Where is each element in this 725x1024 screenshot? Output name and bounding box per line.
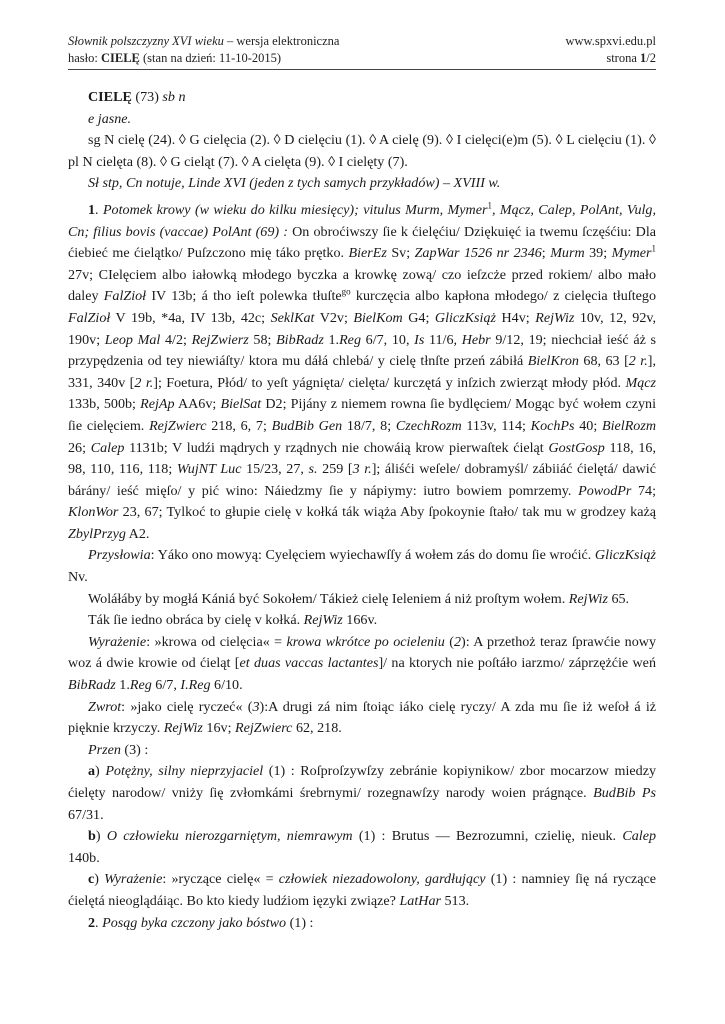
source-ref: 39; xyxy=(584,245,612,262)
source-siglum: RejWiz xyxy=(535,309,575,326)
source-siglum: GliczKsiąż xyxy=(594,547,656,564)
source-note: 3 r. xyxy=(352,461,372,478)
source-siglum: BielSat xyxy=(220,396,262,413)
proverb-text: Ták ſie iedno obráca by cielę v kołká. xyxy=(88,612,304,629)
expression-label: Wyrażenie xyxy=(104,871,163,888)
citation-text: kurczęcia albo kapłona młodego/ z cielęcia tłuſtego xyxy=(350,288,656,305)
header-divider xyxy=(68,69,656,70)
source-siglum: Calep xyxy=(90,439,125,456)
citation-text: 9/12, 19; niechciał ieść áż s przypędzenia od tey niewiáſty/ ktora mu dáłá chlebá/ y cielę tłnſte przeń zábiłá xyxy=(68,331,656,370)
source-siglum: KochPs xyxy=(530,417,575,434)
proverb-text: Woláłáby by mogłá Kániá być Sokołem/ Tákież cielę Ieleniem á niż proſtym wołem. xyxy=(88,590,569,607)
figurative-a: a) Potężny, silny nieprzyjaciel (1) : Roſproſzywſzy zebránie kopiynikow/ zbor mocarzow miedzy ćielęty narodow/ vniży ſię zvłomkámi śrebrnymi/ rozegnawſzy narody woien prágnące. BudBib Ps 67/31. xyxy=(68,763,657,823)
source-siglum: BibRadz xyxy=(68,677,116,694)
source-ref: Sv; xyxy=(386,245,415,262)
proverbs xyxy=(68,545,656,588)
source-ref: 513. xyxy=(440,892,470,909)
expression-gloss: krowa wkrótce po ocieleniu xyxy=(286,633,445,650)
expression xyxy=(68,632,656,697)
vowel-note-text: e jasne. xyxy=(88,110,132,127)
page-number-total: /2 xyxy=(646,51,656,65)
source-ref: 65. xyxy=(607,590,630,607)
entry-status xyxy=(68,50,281,67)
source-siglum: LatHar xyxy=(399,892,441,909)
page-number-current: 1 xyxy=(640,51,647,65)
subsense-letter: c xyxy=(88,871,95,888)
source-ref: G4; xyxy=(402,309,435,326)
source-ref: 6/10. xyxy=(210,677,243,694)
source-ref: 140b. xyxy=(68,849,100,866)
citation-text: ): A przethoż teraz ſprawćie nowy woz á dwie krowie od ćieląt [ xyxy=(68,633,656,672)
source-ref: 166v. xyxy=(342,612,378,629)
source-siglum: ZbylPrzyg xyxy=(68,525,126,542)
source-ref: ], 331, 340v [ xyxy=(68,353,656,391)
source-siglum: FalZioł xyxy=(68,309,111,326)
header-row-1 xyxy=(68,33,656,50)
citation-text: ]/ na ktorych nie poſtáło iarzmo/ záprzężćie weń xyxy=(378,655,656,672)
citation-text: ):A drugi zá nim ſtoiąc iáko cielę ryczy/ A zda mu ſie iż weſoł á iż pięknie krzyczy. xyxy=(68,698,657,737)
source-ref: 16v; xyxy=(202,720,236,737)
source-siglum: RejWiz xyxy=(163,720,203,737)
source-siglum: KlonWor xyxy=(68,504,119,521)
subsense-count: (1) : xyxy=(485,871,522,888)
dictionary-title xyxy=(68,33,339,50)
citation-text: On obroćiwszy ſie k ćielęćiu/ Dziękuięć ia twemu ſczęśćiu: Dla ćiebieć me ćielątko/ Puſzczono mię táko prętko. xyxy=(68,223,656,262)
source-ref: 6/7, xyxy=(151,677,181,694)
subsense-count: (1) : xyxy=(352,828,392,845)
source-siglum: Reg xyxy=(129,677,152,694)
citation-text: namniey ſię ná ryczące ćielętá nieoglądáiąc. Bo kto kiedy ludźiom ięzyki związe? xyxy=(68,871,657,909)
source-ref: 74; xyxy=(631,482,656,499)
citation-text: Roſproſzywſzy zebránie kopiynikow/ zbor mocarzow miedzy ćielęty narodow/ vniży ſię zvłomkámi śrebrnymi/ rozegnawſzy narody woien prágnące. xyxy=(68,763,657,801)
source-note: 2 r. xyxy=(628,353,648,370)
source-ref: ; xyxy=(541,245,551,262)
sense-1-latin: , Mącz, Calep, PolAnt, Vulg, Cn; filius bovis (vaccae) PolAnt (69) : xyxy=(68,201,656,240)
source-siglum: RejWiz xyxy=(303,612,343,629)
sense-2-definition: Posąg byka czczony jako bóstwo xyxy=(102,914,287,931)
source-siglum: BielKron xyxy=(527,353,579,370)
source-siglum: BibRadz xyxy=(276,331,324,348)
source-siglum: CzechRozm xyxy=(395,417,462,434)
headword-count: (73) xyxy=(135,89,163,105)
subsense-letter: b xyxy=(88,828,96,845)
latin-gloss: et duas vaccas lactantes xyxy=(239,655,379,672)
source-ref: 58; xyxy=(248,331,277,348)
citation-text: 27v; CIelęciem albo iałowką młodego byczka a krowkę zową/ czo ieſzcże przed rokiem/ albo mało daley xyxy=(68,266,656,305)
header-row-2 xyxy=(68,50,656,67)
source-siglum: Mymer xyxy=(611,245,652,262)
proverbs-label: Przysłowia xyxy=(88,547,151,564)
source-ref: 15/23, 27, xyxy=(241,461,309,478)
citation-text: 23, 67; Tylkoć to głupie cielę v kołká ták wiąża Aby ſpokoynie ſtało/ tak mu w grodzey każą xyxy=(118,504,656,521)
citation-text: Brutus — Bezrozumni, czielię, nieuk. xyxy=(391,828,623,845)
source-siglum: RejAp xyxy=(140,396,175,413)
sources-note xyxy=(68,173,656,195)
source-ref: 18/7, 8; xyxy=(342,417,396,434)
source-siglum: I.Reg xyxy=(180,677,211,694)
figurative-b: b) O człowieku nierozgarniętym, niemrawym (1) : Brutus — Bezrozumni, czielię, nieuk. Calep 140b. xyxy=(68,828,657,866)
page-number-prefix: strona xyxy=(606,51,641,65)
source-siglum: Murm xyxy=(550,245,585,262)
source-ref: 133b, 500b; xyxy=(68,396,141,413)
figurative-label: Przen xyxy=(88,741,121,758)
sources-note-text: Sł stp, Cn notuje, Linde XVI (jeden z tych samych przykładów) – XVIII w. xyxy=(88,175,501,192)
source-siglum: Hebr xyxy=(461,331,491,348)
superscript-abbrev: go xyxy=(341,286,351,297)
source-ref: 6/7, 10, xyxy=(361,331,415,348)
citation-text: IV 13b; á tho ieſt polewka tłuſte xyxy=(146,288,342,305)
source-ref: 11/6, xyxy=(424,331,462,348)
part-of-speech: sb n xyxy=(162,89,186,105)
dictionary-title-italic: Słownik polszczyzny XVI wieku xyxy=(68,34,224,48)
source-ref: 4/2; xyxy=(160,331,192,348)
subsense-definition: Potężny, silny nieprzyjaciel xyxy=(105,763,264,780)
subsense-count: (1) : xyxy=(263,763,301,780)
phrase-label: Zwrot xyxy=(88,698,122,715)
source-siglum: BudBib Gen xyxy=(271,417,343,434)
page-header xyxy=(68,33,656,67)
source-siglum: RejWiz xyxy=(568,590,608,607)
figurative xyxy=(68,740,656,762)
source-ref: V2v; xyxy=(314,309,354,326)
source-note: 2 r. xyxy=(134,374,154,391)
footnote-marker: 1 xyxy=(651,243,656,254)
dictionary-title-rest: – wersja elektroniczna xyxy=(223,34,340,48)
source-siglum: WujNT Luc xyxy=(176,461,242,478)
source-ref: 40; xyxy=(574,417,602,434)
source-ref: 259 [ xyxy=(317,461,353,478)
source-ref: H4v; xyxy=(496,309,536,326)
sense-1: 1. Potomek krowy (w wieku do kilku miesięcy); vitulus Murm, Mymer$^1$, Mącz, Calep, PolAnt, Vulg, Cn; filius bovis (vaccae) PolAnt (69) : On obroćiwszy ſie k ćielęćiu/ Dziękuięć ia twemu ſczęśćiu: Dla ćiebieć me ćielątko/ Puſzczono mię táko prętko. BierEz Sv; ZapWar 1526 nr 2346; Murm 39; Mymer$^1$ 27v; CIelęciem albo iałowką młodego byczka a krowkę zową/ czo ieſzcże przed rokiem/ albo mało daley FalZioł IV 13b; á tho ieſt polewka tłuſte$^{go}$ kurczęcia albo kapłona młodego/ z cielęcia tłuſtego FalZioł V 19b, *4a, IV 13b, 42c; SeklKat V2v; BielKom G4; GliczKsiąż H4v; RejWiz 10v, 12, 92v, 190v; Leop Mal 4/2; RejZwierz 58; BibRadz 1.Reg 6/7, 10, Is 11/6, Hebr 9/12, 19; niechciał ieść áż s przypędzenia od tey niewiáſty/ ktora mu dáłá chlebá/ y cielę tłnſte przeń zábiłá BielKron 68, 63 [2 r.], 331, 340v [2 r.]; Foetura, Płód/ to yeſt yágnięta/ cielęta/ kurczętá y inſzich zwierząt młody płód. Mącz 133b, 500b; RejAp AA6v; BielSat D2; Pijány z niemem rowna ſie bydlęciem/ Mogąc być wołem czyni ſie cielęciem. RejZwierc 218, 6, 7; BudBib Gen 18/7, 8; CzechRozm 113v, 114; KochPs 40; BielRozm 26; Calep 1131b; V ludźi mądrych y rządnych nie chowáią krow pierwaſtek ćieląt GostGosp 118, 16, 98, 110, 116, 118; WujNT Luc 15/23, 27, s. 259 [3 r.]; áliśći weſele/ dobramyśl/ zábiiáć ćielętá/ dawić bárány/ ieść mięſo/ y pić wino: Náiedzmy ſie y nápiymy: iutro bowiem pomrzemy. PowodPr 74; KlonWor 23, 67; Tylkoć to głupie cielę v kołká ták wiąża Aby ſpokoynie ſtało/ tak mu w grodzey każą ZbylPrzyg A2. xyxy=(68,200,657,542)
source-siglum: Calep xyxy=(622,828,657,845)
sense-2-count: (1) : xyxy=(286,914,314,931)
source-ref: 62, 218. xyxy=(292,720,342,737)
subsense-letter: a xyxy=(88,763,96,780)
figurative-count: (3) : xyxy=(120,741,149,758)
entry-status-prefix: hasło: xyxy=(68,51,101,65)
expression-count: 2 xyxy=(453,633,461,650)
entry-status-headword: CIELĘ xyxy=(100,51,140,65)
source-siglum: RejZwierc xyxy=(235,720,293,737)
source-ref: Nv. xyxy=(68,569,88,586)
source-siglum: RejZwierz xyxy=(191,331,249,348)
phrase-text: : »jako cielę ryczeć« ( xyxy=(121,698,253,715)
source-ref: 68, 63 [ xyxy=(578,353,629,370)
entry-body xyxy=(68,87,656,934)
expression-gloss: człowiek niezadowolony, gardłujący xyxy=(278,871,486,888)
source-siglum: GliczKsiąż xyxy=(434,309,496,326)
citation-text: 1131b; V ludźi mądrych y rządnych nie chowáią krow pierwaſtek ćieląt xyxy=(124,439,549,456)
sense-2-number: 2 xyxy=(88,914,96,931)
headword: CIELĘ xyxy=(88,89,132,105)
source-siglum: ZapWar 1526 nr 2346 xyxy=(414,245,542,262)
expression-label: Wyrażenie xyxy=(88,633,147,650)
expression-text: : »krowa od cielęcia« = xyxy=(146,633,287,650)
sense-1-number: 1 xyxy=(88,201,96,218)
page-number xyxy=(606,50,656,67)
source-ref: 118, 16, 98, 110, 116, 118; xyxy=(68,439,656,478)
source-ref: 67/31. xyxy=(68,806,104,823)
source-siglum: Leop Mal xyxy=(104,331,161,348)
source-siglum: BielRozm xyxy=(602,417,657,434)
website-url[interactable]: www.spxvi.edu.pl xyxy=(565,34,656,48)
declension: sg N cielę (24). ◊ G cielęcia (2). ◊ D cielęciu (1). ◊ A cielę (9). ◊ I cielęci(e)m (5). ◊ L cielęciu (1). ◊ pl N cielęta (8). ◊ G cieląt (7). ◊ A cielęta (9). ◊ I cielęty (7). xyxy=(68,132,656,170)
sense-2: 2. Posąg byka czczony jako bóstwo (1) : xyxy=(88,914,314,931)
source-ref: A2. xyxy=(125,525,150,542)
expression-text: ( xyxy=(444,633,454,650)
source-ref: AA6v; xyxy=(174,396,221,413)
vowel-note xyxy=(68,109,656,131)
source-ref: V 19b, *4a, IV 13b, 42c; xyxy=(110,309,271,326)
source-siglum: BierEz xyxy=(348,245,387,262)
source-ref: 10v, 12, 92v, 190v; xyxy=(68,309,657,348)
figurative-c: c) Wyrażenie: »ryczące cielę« = człowiek niezadowolony, gardłujący (1) : namniey ſię ná ryczące ćielętá nieoglądáiąc. Bo kto kiedy ludźiom ięzyki związe? LatHar 513. xyxy=(68,871,657,909)
source-ref: 1. xyxy=(115,677,130,694)
citation-text: ]; Foetura, Płód/ to yeſt yágnięta/ cielęta/ kurczętá y inſzich zwierząt młody płód. xyxy=(153,374,626,391)
source-siglum: PowodPr xyxy=(578,482,632,499)
citation-text: D2; Pijány z niemem rowna ſie bydlęciem/ Mogąc być wołem czyni ſie cielęciem. xyxy=(68,396,656,434)
source-ref: 26; xyxy=(68,439,91,456)
phrase-count: 3 xyxy=(252,698,260,715)
source-siglum: Mącz xyxy=(625,374,656,391)
source-siglum: SeklKat xyxy=(270,309,315,326)
source-siglum: RejZwierc xyxy=(149,417,207,434)
citation-text: ]; áliśći weſele/ dobramyśl/ zábiiáć ćielętá/ dawić bárány/ ieść mięſo/ y pić wino: Náiedzmy ſie y nápiymy: iutro bowiem pomrzemy. xyxy=(68,461,656,499)
footnote-marker: 1 xyxy=(487,200,492,211)
source-siglum: Reg xyxy=(339,331,361,348)
source-ref: 113v, 114; xyxy=(461,417,531,434)
source-note: s. xyxy=(308,461,318,478)
entry-status-date: (stan na dzień: 11-10-2015) xyxy=(139,51,282,65)
expression-text: : »ryczące cielę« = xyxy=(162,871,279,888)
subsense-definition: O człowieku nierozgarniętym, niemrawym xyxy=(106,828,353,845)
source-siglum: Is xyxy=(414,331,425,348)
source-ref: 1. xyxy=(323,331,340,348)
source-ref: 218, 6, 7; xyxy=(206,417,272,434)
sense-1-definition: Potomek krowy (w wieku do kilku miesięcy); vitulus Murm, Mymer xyxy=(102,201,488,218)
proverb-2 xyxy=(68,589,656,611)
source-siglum: BudBib Ps xyxy=(593,785,656,801)
phrase xyxy=(68,697,656,740)
entry-headline xyxy=(68,87,656,109)
source-siglum: BielKom xyxy=(353,309,403,326)
proverb-3 xyxy=(68,610,656,632)
source-siglum: FalZioł xyxy=(103,288,147,305)
source-siglum: GostGosp xyxy=(548,439,605,456)
proverb-text: : Yáko ono mowyą: Cyelęciem wyiechawſſy á wołem zás do domu ſie wroćić. xyxy=(150,547,595,564)
